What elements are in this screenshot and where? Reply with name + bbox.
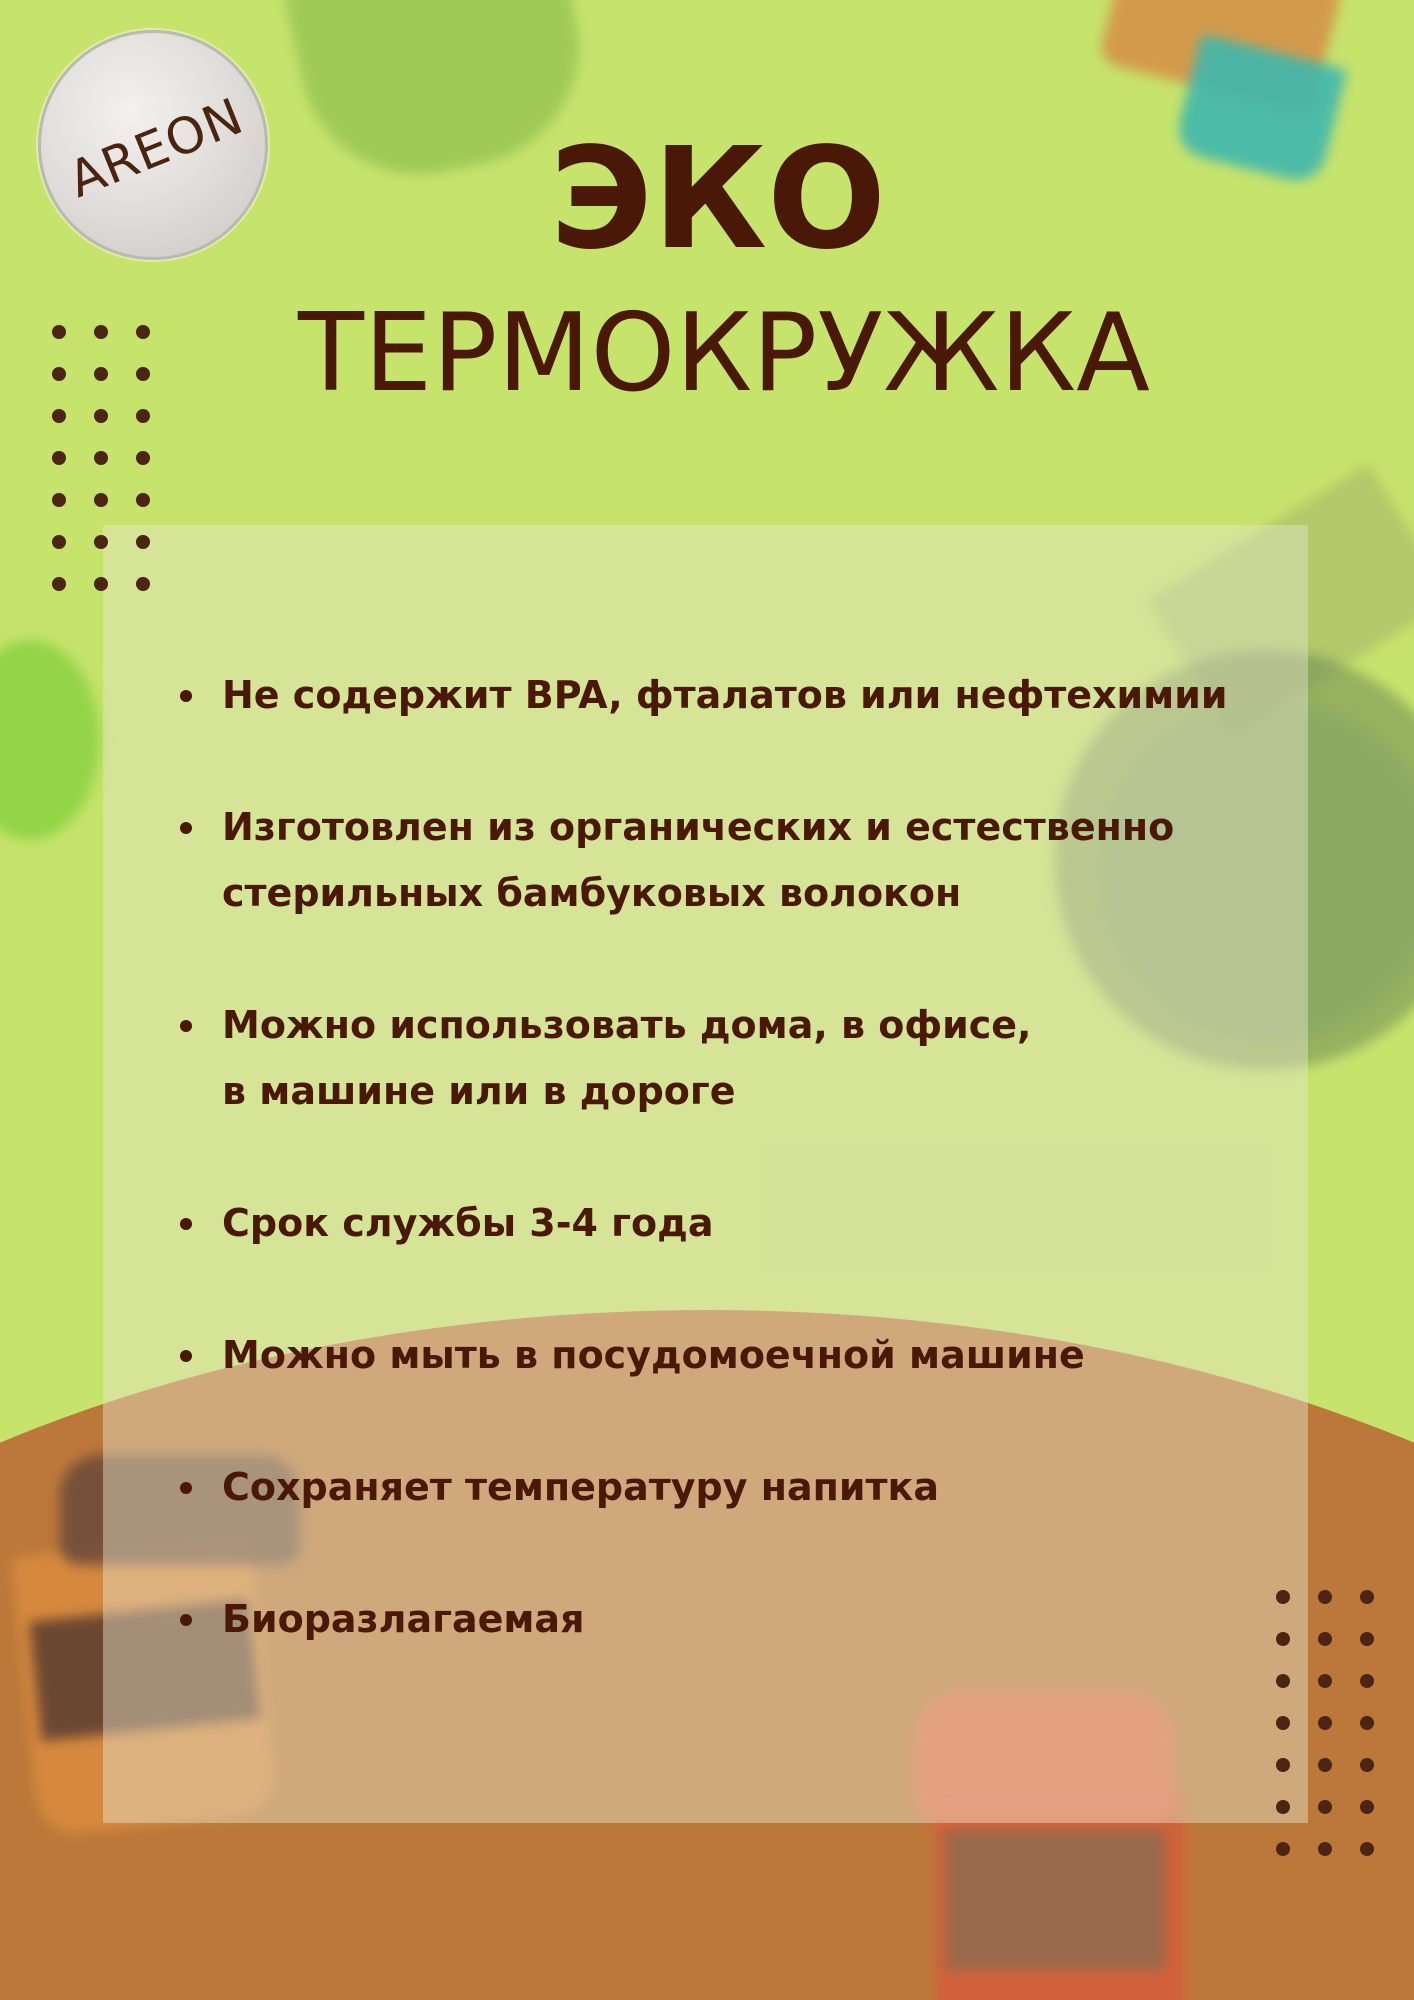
feature-text: Можно использовать дома, в офисе, — [222, 1003, 1032, 1047]
logo-text: AREON — [60, 86, 252, 210]
title-eco: ЭКО — [549, 118, 887, 281]
feature-text: Срок службы 3-4 года — [222, 1201, 714, 1245]
feature-text: Изготовлен из органических и естественно — [222, 805, 1175, 849]
feature-item — [174, 1454, 1294, 1520]
blurred-cup-image-left — [0, 640, 100, 840]
feature-item — [174, 1322, 1294, 1388]
feature-text: Биоразлагаемая — [222, 1597, 585, 1641]
feature-item — [174, 662, 1294, 728]
feature-text: Не содержит BPA, фталатов или нефтехимии — [222, 673, 1228, 717]
blurred-cup-print-bottom-right — [945, 1830, 1165, 1970]
feature-text: Можно мыть в посудомоечной машине — [222, 1333, 1085, 1377]
title-thermo-mug: ТЕРМОКРУЖКА — [297, 291, 1151, 416]
feature-text: стерильных бамбуковых волокон — [222, 871, 962, 915]
feature-item — [174, 794, 1294, 926]
feature-text: Сохраняет температуру напитка — [222, 1465, 939, 1509]
feature-text: в машине или в дороге — [222, 1069, 736, 1113]
feature-item — [174, 1190, 1294, 1256]
feature-item — [174, 992, 1294, 1124]
feature-item — [174, 1586, 1294, 1652]
